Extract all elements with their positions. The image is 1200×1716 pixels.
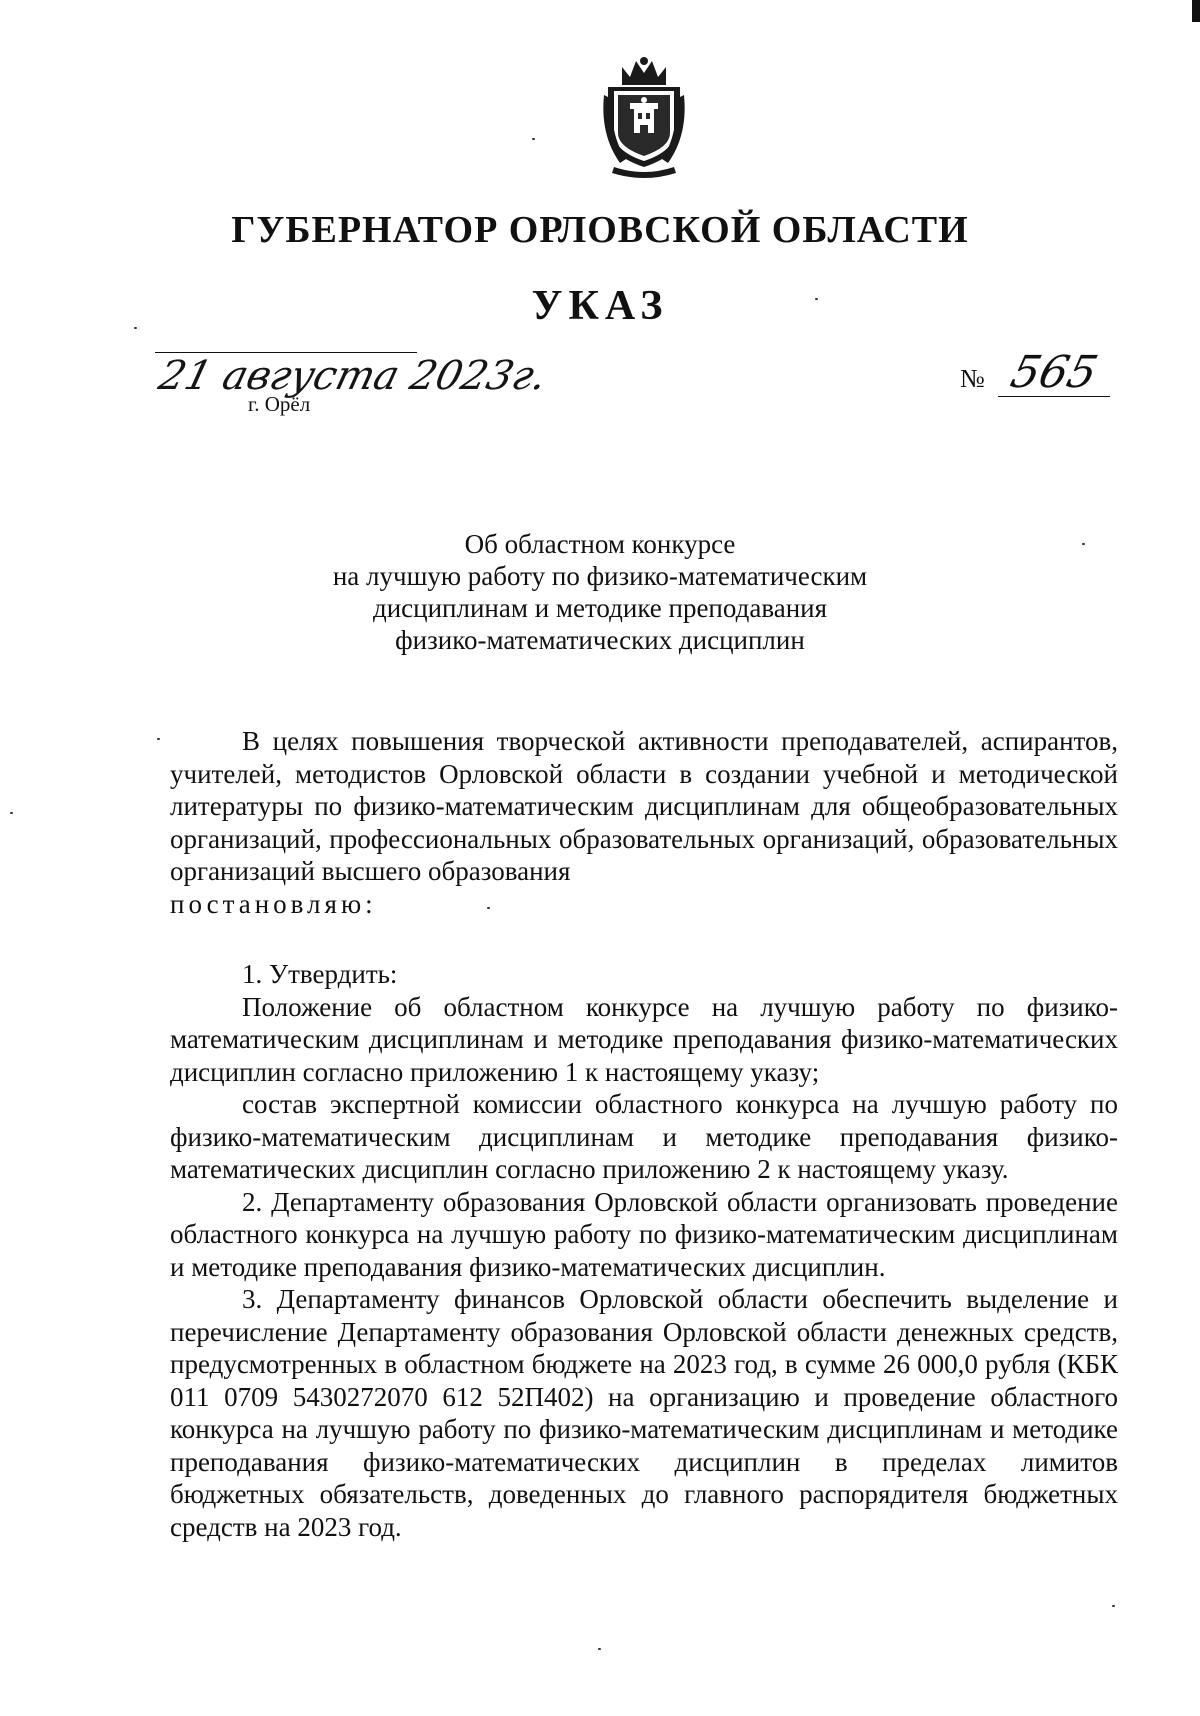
document-number <box>960 347 1110 398</box>
date-underline <box>155 352 417 353</box>
paragraph-gap <box>170 920 1118 958</box>
scan-speck <box>134 327 137 329</box>
scan-speck <box>10 812 13 814</box>
scan-speck <box>1082 543 1085 545</box>
subject-line: дисциплинам и методике преподавания <box>372 593 828 623</box>
orel-oblast-coat-of-arms-icon <box>600 55 688 180</box>
item-1-title: 1. Утвердить: <box>242 959 398 989</box>
item-2-paragraph: 2. Департаменту образования Орловской области организовать проведение областного конкурса на лучшую работу по физико-математическим дисциплинам и методике преподавания физико-математических дисциплин. <box>170 1186 1118 1282</box>
scan-speck <box>532 138 535 140</box>
subject-line: Об областном конкурсе <box>464 529 736 559</box>
handwritten-date: 21 августа 2023г. <box>154 353 552 399</box>
decree-subject <box>0 528 1200 656</box>
scan-speck <box>1112 1605 1115 1607</box>
subject-line: физико-математических дисциплин <box>395 625 805 655</box>
number-underline <box>998 396 1110 397</box>
scan-corner-mark <box>1192 0 1200 22</box>
preamble-paragraph: В целях повышения творческой активности преподавателей, аспирантов, учителей, методистов Орловской области в создании учебной и методической литературы по физико-математическим дисциплинам для общеобразовательных организаций, профессиональных образовательных организаций, образовательных организаций высшего образования <box>170 726 1118 886</box>
issuing-authority: ГУБЕРНАТОР ОРЛОВСКОЙ ОБЛАСТИ <box>231 209 969 251</box>
place-of-issue: г. Орёл <box>248 392 311 416</box>
handwritten-number: 565 <box>1005 347 1103 398</box>
item-1-commission: состав экспертной комиссии областного конкурса на лучшую работу по физико-математическим дисциплинам и методике преподавания физико-математических дисциплин согласно приложению 2 к настоящему указу. <box>170 1089 1118 1184</box>
number-sign: № <box>960 364 985 393</box>
decree-word: постановляю: <box>170 888 377 919</box>
decree-body <box>170 725 1118 1543</box>
item-3-paragraph: 3. Департаменту финансов Орловской области обеспечить выделение и перечисление Департаменту образования Орловской области денежных средств, предусмотренных в областном бюджете на 2023 год, в сумме 26 000,0 рубля (КБК 011 0709 5430272070 612 52П402) на организацию и проведение областного конкурса на лучшую работу по физико-математическим дисциплинам и методике преподавания физико-математических дисциплин в пределах лимитов бюджетных обязательств, доведенных до главного распорядителя бюджетных средств на 2023 год. <box>170 1284 1118 1542</box>
subject-line: на лучшую работу по физико-математическим <box>332 561 868 591</box>
document-type: УКАЗ <box>531 283 669 329</box>
item-1-regulation: Положение об областном конкурсе на лучшую работу по физико-математическим дисциплинам и методике преподавания физико-математических дисциплин согласно приложению 1 к настоящему указу; <box>170 991 1118 1087</box>
scan-speck <box>487 907 490 909</box>
scan-speck <box>815 298 818 300</box>
scan-speck <box>157 738 160 740</box>
scan-speck <box>598 1648 601 1650</box>
